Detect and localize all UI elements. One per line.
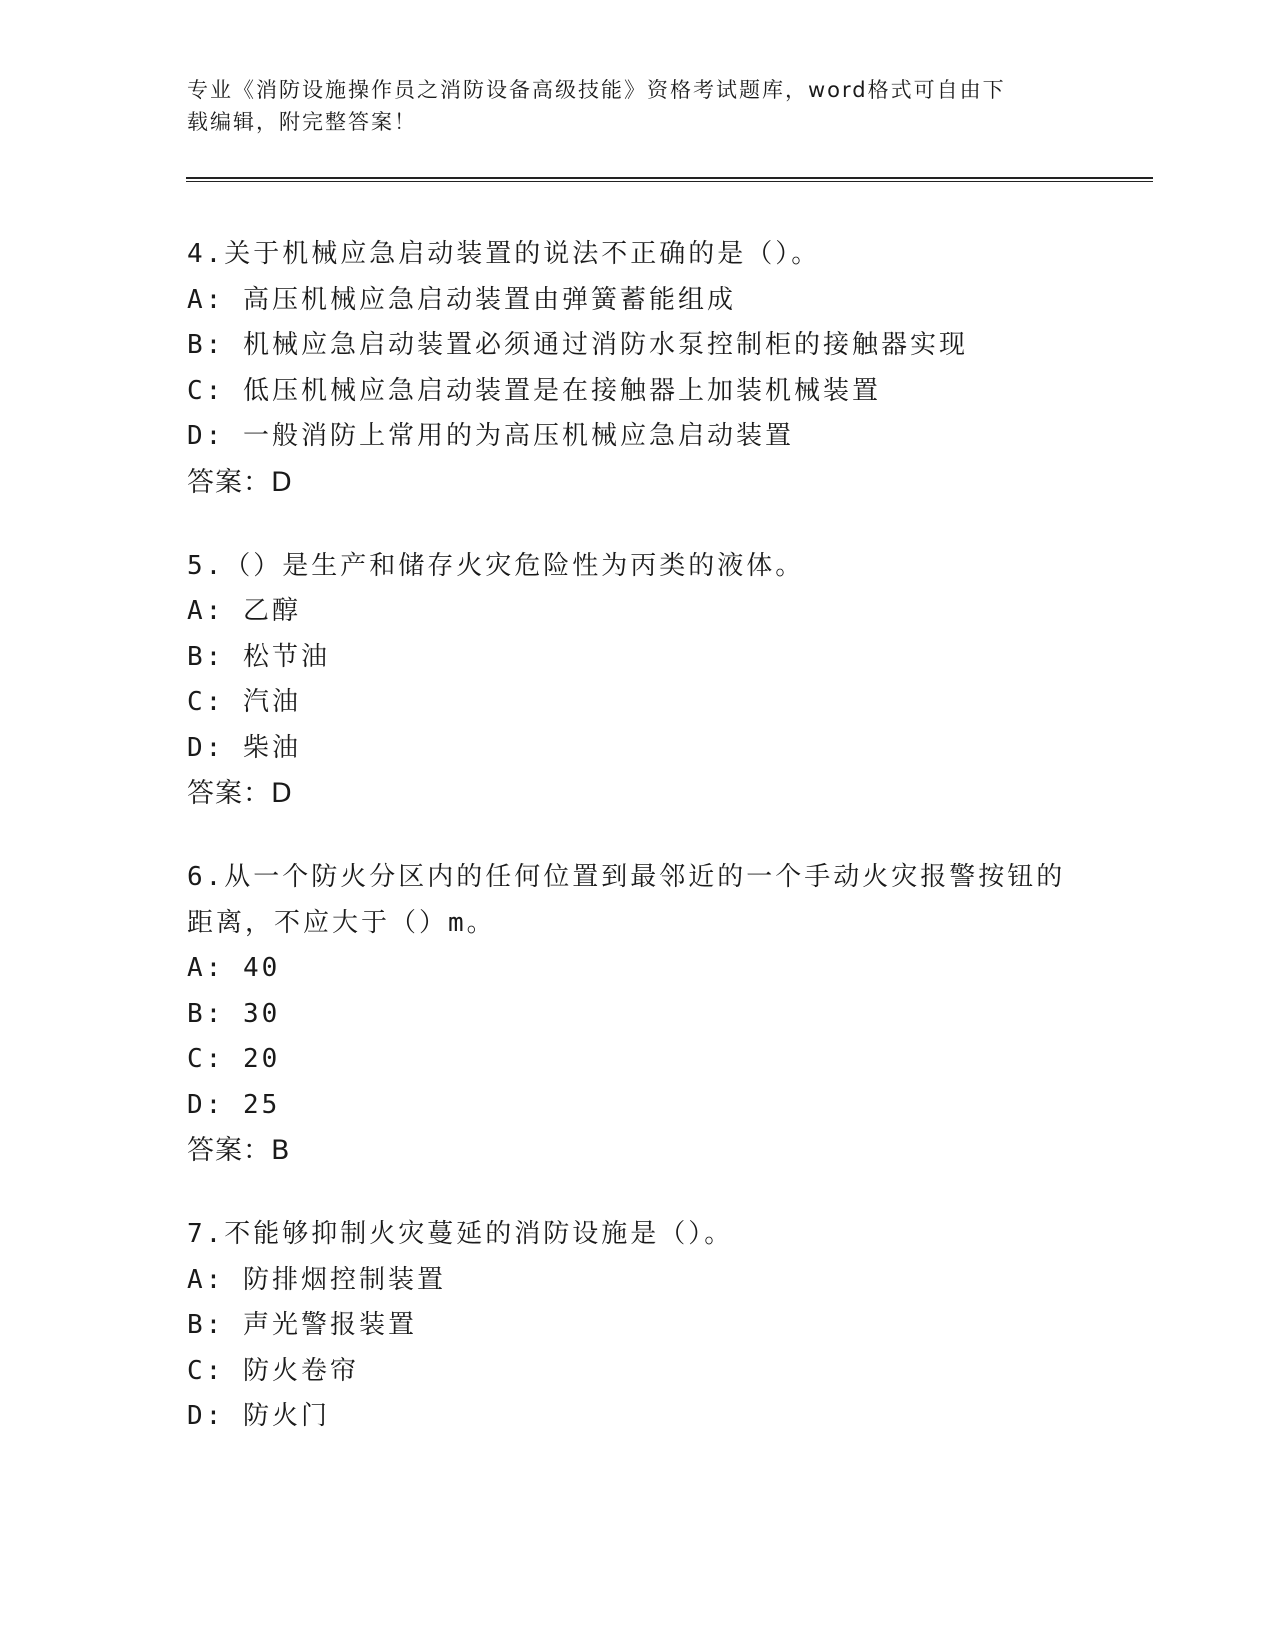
option-a: A: 防排烟控制装置 bbox=[187, 1264, 446, 1295]
question-stem: 4.关于机械应急启动装置的说法不正确的是（）。 bbox=[187, 239, 821, 269]
option-c: C: 防火卷帘 bbox=[187, 1355, 359, 1386]
header-divider-thick bbox=[186, 177, 1153, 179]
header-line-2: 载编辑，附完整答案！ bbox=[187, 110, 417, 134]
option-b: B: 松节油 bbox=[187, 641, 330, 672]
option-d: D: 25 bbox=[187, 1089, 281, 1120]
option-a: A: 40 bbox=[187, 953, 281, 983]
option-b: B: 声光警报装置 bbox=[187, 1310, 417, 1340]
answer-line: 答案：B bbox=[187, 1135, 291, 1166]
question-4 bbox=[187, 232, 1087, 506]
option-b: B: 30 bbox=[187, 998, 281, 1029]
question-list bbox=[187, 232, 1087, 1478]
option-c: C: 低压机械应急启动装置是在接触器上加装机械装置 bbox=[187, 375, 881, 406]
option-d: D: 柴油 bbox=[187, 732, 301, 763]
option-a: A: 高压机械应急启动装置由弹簧蓄能组成 bbox=[187, 284, 736, 315]
question-7 bbox=[187, 1212, 1087, 1440]
question-stem-continued: 距离，不应大于（）m。 bbox=[187, 907, 496, 938]
option-a: A: 乙醇 bbox=[187, 596, 301, 626]
document-header bbox=[187, 74, 1087, 138]
question-stem: 7.不能够抑制火灾蔓延的消防设施是（）。 bbox=[187, 1219, 734, 1249]
answer-line: 答案：D bbox=[187, 778, 293, 809]
option-c: C: 汽油 bbox=[187, 687, 301, 717]
question-5 bbox=[187, 544, 1087, 818]
header-divider-thin bbox=[186, 181, 1153, 182]
option-d: D: 防火门 bbox=[187, 1401, 330, 1431]
question-stem: 5.（）是生产和储存火灾危险性为丙类的液体。 bbox=[187, 550, 805, 581]
question-6 bbox=[187, 855, 1087, 1174]
option-b: B: 机械应急启动装置必须通过消防水泵控制柜的接触器实现 bbox=[187, 330, 968, 360]
option-d: D: 一般消防上常用的为高压机械应急启动装置 bbox=[187, 421, 794, 451]
answer-line: 答案：D bbox=[187, 466, 293, 498]
option-c: C: 20 bbox=[187, 1044, 281, 1074]
question-stem: 6.从一个防火分区内的任何位置到最邻近的一个手动火灾报警按钮的 bbox=[187, 862, 1066, 892]
header-line-1: 专业《消防设施操作员之消防设备高级技能》资格考试题库，word格式可自由下 bbox=[187, 78, 1006, 102]
